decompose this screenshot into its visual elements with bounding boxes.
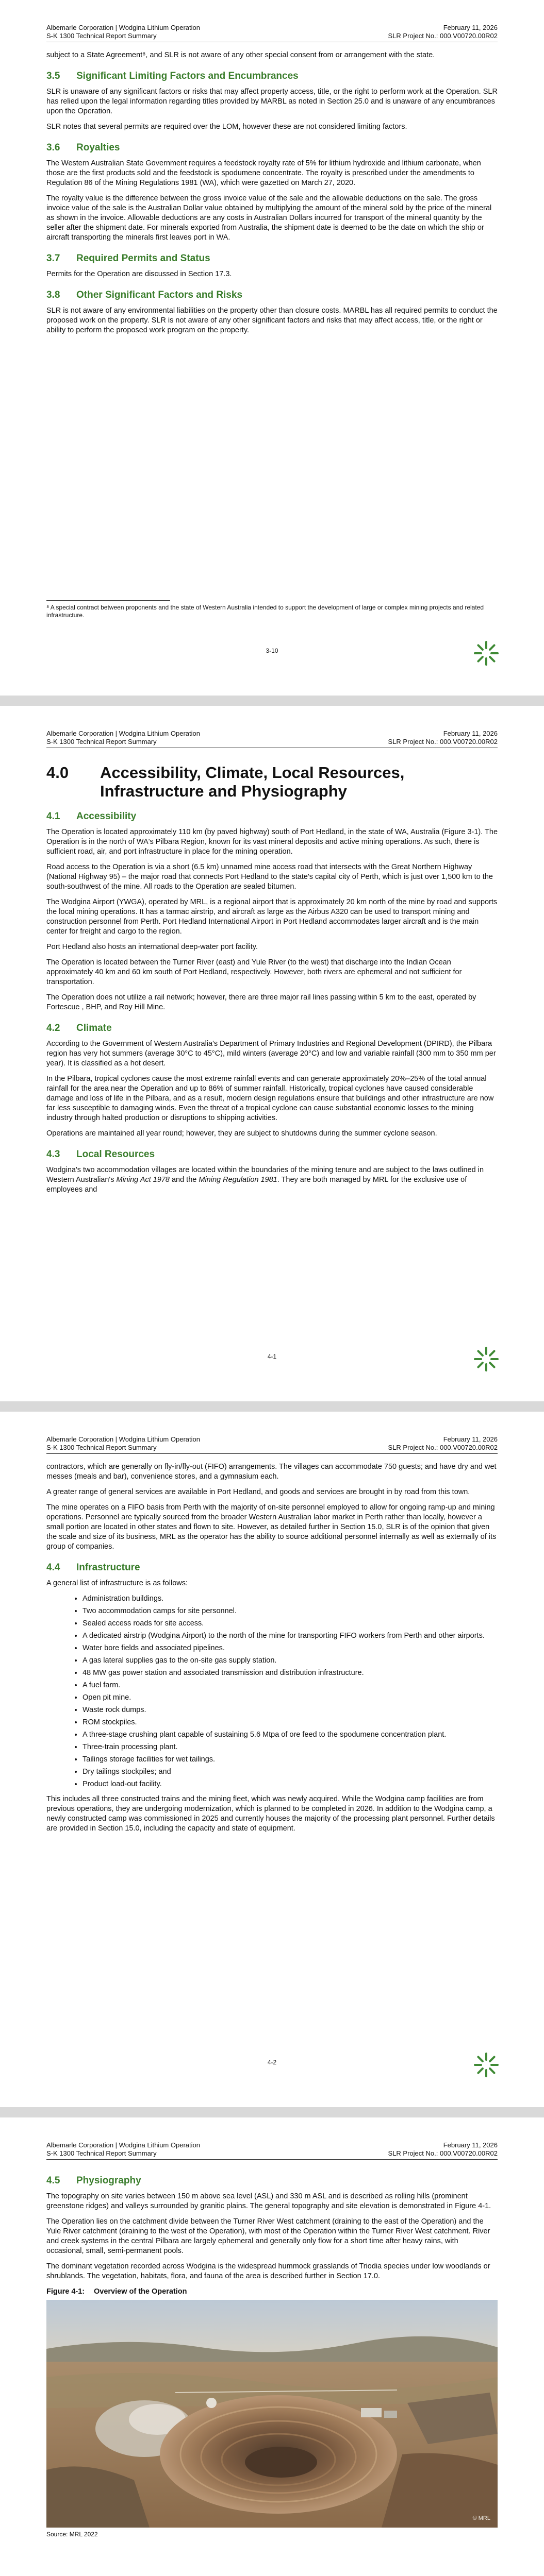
paragraph: According to the Government of Western Australia's Department of Primary Industries and Regional Development (DPIRD), the Pilbara region has very hot summers (average 30°C to 45°C), mild winters (average 20°C) and low and variable rainfall (300 mm to 350 mm per year). It is classified as a hot desert. xyxy=(46,1040,496,1067)
list-item: • A fuel farm. xyxy=(83,1681,498,1690)
list-item: • 48 MW gas power station and associated transmission and distribution infrastructure. xyxy=(83,1668,498,1678)
page-number: 4-1 xyxy=(267,1353,277,1360)
list-item: • Sealed access roads for site access. xyxy=(83,1619,498,1629)
paragraph: This includes all three constructed trains and the mining fleet, which was newly acquired. While the Wodgina camp facilities are from previous operations, they are undergoing modernization, which is planned to be completed in 2026. In addition to the Wodgina camp, a newly constructed camp was commissioned in 2025 and currently houses the majority of the processing plant personnel. Further details are provided in Section 15.0, including the capacity and state of equipment. xyxy=(46,1795,495,1833)
list-item: • A gas lateral supplies gas to the on-site gas supply station. xyxy=(83,1656,498,1666)
paragraph: The Operation does not utilize a rail network; however, there are three major rail lines passing within 5 km to the east, operated by Fortescue , BHP, and Roy Hill Mine. xyxy=(46,993,476,1011)
paragraph: The royalty value is the difference between the gross invoice value of the sale and the allowable deductions on the sale. The gross invoice value of the sale is the Australian Dollar value obtained by multiplying the amount of the mineral sold by the price of the mineral as shown in the invoice. Allowable deductions are any costs in Australian Dollars incurred for transport of the mineral quantity by the seller after the shipment date. For minerals exported from Australia, the shipment date is deemed to be the date on which the ship or aircraft transporting the minerals first leaves port in WA. xyxy=(46,194,492,242)
list-item: • Tailings storage facilities for wet tailings. xyxy=(83,1755,498,1765)
header-date: February 11, 2026 xyxy=(443,2141,498,2149)
list-item: • A three-stage crushing plant capable of sustaining 5.6 Mtpa of ore feed to the spodumene concentration plant. xyxy=(83,1730,498,1740)
page-header xyxy=(46,2141,498,2160)
section-heading-4-2: 4.2 Climate xyxy=(46,1023,112,1033)
paragraph: The Operation is located between the Turner River (east) and Yule River (to the west) that discharge into the Indian Ocean approximately 40 km and 60 km south of Port Hedland, respectively. However, both rivers are ephemeral and not sufficient for transportation. xyxy=(46,958,462,986)
paragraph: The topography on site varies between 150 m above sea level (ASL) and 330 m ASL and is described as rolling hills (prominent greenstone ridges) and valleys surrounded by granitic plains. The general topography and site elevation is demonstrated in Figure 4-1. xyxy=(46,2192,491,2210)
list-item: • Dry tailings stockpiles; and xyxy=(83,1767,498,1777)
section-heading-3-8: 3.8 Other Significant Factors and Risks xyxy=(46,290,243,300)
header-project: SLR Project No.: 000.V00720.00R02 xyxy=(388,2149,498,2157)
paragraph: Road access to the Operation is via a short (6.5 km) unnamed mine access road that intersects with the Great Northern Highway (National Highway 95) – the major road that connects Port Hedland to the state's capital city of Perth, which is just over 1,500 km to the south-southwest of the mine. All roads to the Operation are sealed bitumen. xyxy=(46,863,493,891)
list-item: • Two accommodation camps for site personnel. xyxy=(83,1606,498,1616)
page-header xyxy=(46,1435,498,1454)
page-3-10 xyxy=(0,0,544,696)
header-company: Albemarle Corporation | Wodgina Lithium Operation xyxy=(46,2141,200,2149)
paragraph: The Western Australian State Government requires a feedstock royalty rate of 5% for lithium hydroxide and lithium carbonate, when those are the first products sold and the feedstock is spodumene concentrate. The royalty is prescribed under the amendments to Regulation 86 of the Mining Regulations 1981 (WA), which were gazetted on March 27, 2020. xyxy=(46,159,481,187)
paragraph: The dominant vegetation recorded across Wodgina is the widespread hummock grasslands of Triodia species under low woodlands or shrublands. The vegetation, habitats, flora, and fauna of the area is described further in Section 17.0. xyxy=(46,2262,490,2280)
paragraph: A general list of infrastructure is as follows: xyxy=(46,1579,188,1587)
paragraph: Port Hedland also hosts an international deep-water port facility. xyxy=(46,943,258,951)
header-company: Albemarle Corporation | Wodgina Lithium Operation xyxy=(46,730,200,737)
header-project: SLR Project No.: 000.V00720.00R02 xyxy=(388,32,498,40)
list-item: • ROM stockpiles. xyxy=(83,1718,498,1727)
infrastructure-list xyxy=(46,1594,498,1789)
paragraph: The mine operates on a FIFO basis from Perth with the majority of on-site personnel employed to allow for ongoing ramp-up and mining operations. Personnel are typically sourced from the broader Western Australian labor market in Perth rather than locally, however a small portion are located in other states and flown to site. However, as detailed further in Section 15.0, SLR is of the opinion that given the scale and size of its business, MRL as the operator has the ability to source additional personnel internally as well as externally of its group of companies. xyxy=(46,1503,497,1551)
list-item: • Administration buildings. xyxy=(83,1594,498,1604)
page-header xyxy=(46,24,498,42)
paragraph: The Wodgina Airport (YWGA), operated by MRL, is a regional airport that is approximately 20 km north of the mine by road and supports the local mining operations. It has a tarmac airstrip, and aircraft as large as the Airbus A320 can be used to transport mining and construction personnel from Perth. Port Hedland International Airport in Port Hedland accommodates larger aircraft and is the main center for freight and cargo to the region. xyxy=(46,898,498,936)
paragraph: SLR is unaware of any significant factors or risks that may affect property access, title, or the right to perform work at the Operation. SLR has relied upon the legal information regarding titles provided by MARBL as noted in Section 25.0 and is unaware of any encumbrances upon the Operation. xyxy=(46,88,498,115)
slr-logo-icon xyxy=(473,640,500,667)
paragraph: The Operation is located approximately 110 km (by paved highway) south of Port Hedland, in the state of WA, Australia (Figure 3-1). The Operation is in the north of WA's Pilbara Region, known for its vast mineral deposits and active mining operations. As such, there is sufficient road, air, and port infrastructure in place for the mining operation. xyxy=(46,828,498,856)
section-heading-3-7: 3.7 Required Permits and Status xyxy=(46,253,210,264)
list-item: • Waste rock dumps. xyxy=(83,1705,498,1715)
section-heading-3-5: 3.5 Significant Limiting Factors and Encumbrances xyxy=(46,71,299,81)
footnote-block xyxy=(46,600,498,619)
paragraph: Permits for the Operation are discussed in Section 17.3. xyxy=(46,270,232,278)
section-heading-4-4: 4.4 Infrastructure xyxy=(46,1562,140,1573)
page-header xyxy=(46,730,498,748)
header-project: SLR Project No.: 000.V00720.00R02 xyxy=(388,1444,498,1451)
header-company: Albemarle Corporation | Wodgina Lithium Operation xyxy=(46,1435,200,1443)
paragraph: SLR is not aware of any environmental liabilities on the property other than closure costs. MARBL has all required permits to conduct the proposed work on the property. SLR is not aware of any other significant factors and risks that may affect access, title, or the right or ability to perform the proposed work program on the property. xyxy=(46,307,498,334)
paragraph: In the Pilbara, tropical cyclones cause the most extreme rainfall events and can generate approximately 20%–25% of the total annual rainfall for the area near the Operation and up to 86% of summer rainfall. Historically, tropical cyclones have caused considerable damage and loss of life in the Pilbara, and as a result, modern design regulations ensure that buildings and other infrastructure are now far less susceptible to damaging winds. Even the threat of a tropical cyclone can cause substantial economic losses to the mining industry through halted production or disruptions to shipping activities. xyxy=(46,1075,494,1122)
list-item: • Product load-out facility. xyxy=(83,1780,498,1789)
header-report: S-K 1300 Technical Report Summary xyxy=(46,1444,157,1451)
header-project: SLR Project No.: 000.V00720.00R02 xyxy=(388,738,498,745)
footnote: ⁸ A special contract between proponents and the state of Western Australia intended to support the development of large or complex mining projects and related infrastructure. xyxy=(46,604,484,619)
header-report: S-K 1300 Technical Report Summary xyxy=(46,2149,157,2157)
slr-logo-icon xyxy=(473,2052,500,2078)
operation-aerial-photo xyxy=(46,2300,498,2528)
paragraph: A greater range of general services are available in Port Hedland, and goods and services are brought in by road from this town. xyxy=(46,1488,470,1496)
paragraph: contractors, which are generally on fly-in/fly-out (FIFO) arrangements. The villages can accommodate 750 guests; and have dry and wet messes (meals and bar), convenience stores, and a gymnasium each. xyxy=(46,1463,497,1481)
section-heading-4-5: 4.5 Physiography xyxy=(46,2175,141,2186)
aerial-photo-illustration xyxy=(46,2300,498,2528)
paragraph: Wodgina's two accommodation villages are located within the boundaries of the mining tenure and are subject to the laws outlined in Western Australian's Mining Act 1978 and the Mining Regulation 1981. They are both managed by MRL for the exclusive use of employees and xyxy=(46,1166,484,1194)
header-company: Albemarle Corporation | Wodgina Lithium Operation xyxy=(46,24,200,31)
header-date: February 11, 2026 xyxy=(443,1435,498,1443)
paragraph: subject to a State Agreement⁸, and SLR is not aware of any other special consent from or arrangement with the state. xyxy=(46,51,435,59)
header-report: S-K 1300 Technical Report Summary xyxy=(46,32,157,40)
header-date: February 11, 2026 xyxy=(443,730,498,737)
list-item: • Water bore fields and associated pipelines. xyxy=(83,1643,498,1653)
list-item: • Three-train processing plant. xyxy=(83,1742,498,1752)
section-heading-4-1: 4.1 Accessibility xyxy=(46,811,137,822)
page-4-2 xyxy=(0,1412,544,2107)
chapter-heading-4-0: 4.0 Accessibility, Climate, Local Resources, Infrastructure and Physiography xyxy=(46,764,405,800)
section-heading-4-3: 4.3 Local Resources xyxy=(46,1149,155,1160)
header-report: S-K 1300 Technical Report Summary xyxy=(46,738,157,745)
paragraph: The Operation lies on the catchment divide between the Turner River West catchment (draining to the east of the Operation) and the Yule River catchment (draining to the west of the Operation), with most of the Operation within the Turner River West catchment. River and creek systems in the central Pilbara are largely ephemeral and generally only flow for a short time after heavy rains, with occasional, small, semi-permanent pools. xyxy=(46,2217,490,2255)
page-number: 3-10 xyxy=(266,647,278,654)
figure-source: Source: MRL 2022 xyxy=(46,2531,98,2538)
section-heading-3-6: 3.6 Royalties xyxy=(46,142,120,153)
photo-credit: © MRL xyxy=(472,2515,490,2521)
figure-caption: Figure 4-1: Overview of the Operation xyxy=(46,2287,187,2296)
paragraph: Operations are maintained all year round; however, they are subject to shutdowns during the summer cyclone season. xyxy=(46,1129,437,1138)
header-date: February 11, 2026 xyxy=(443,24,498,31)
paragraph: SLR notes that several permits are required over the LOM, however these are not considered limiting factors. xyxy=(46,123,407,131)
page-4-3 xyxy=(0,2117,544,2576)
page-number: 4-2 xyxy=(267,2059,277,2066)
list-item: • Open pit mine. xyxy=(83,1693,498,1703)
slr-logo-icon xyxy=(473,1346,500,1372)
page-4-1 xyxy=(0,706,544,1401)
list-item: • A dedicated airstrip (Wodgina Airport) to the north of the mine for transporting FIFO workers from Perth and other airports. xyxy=(83,1631,498,1641)
